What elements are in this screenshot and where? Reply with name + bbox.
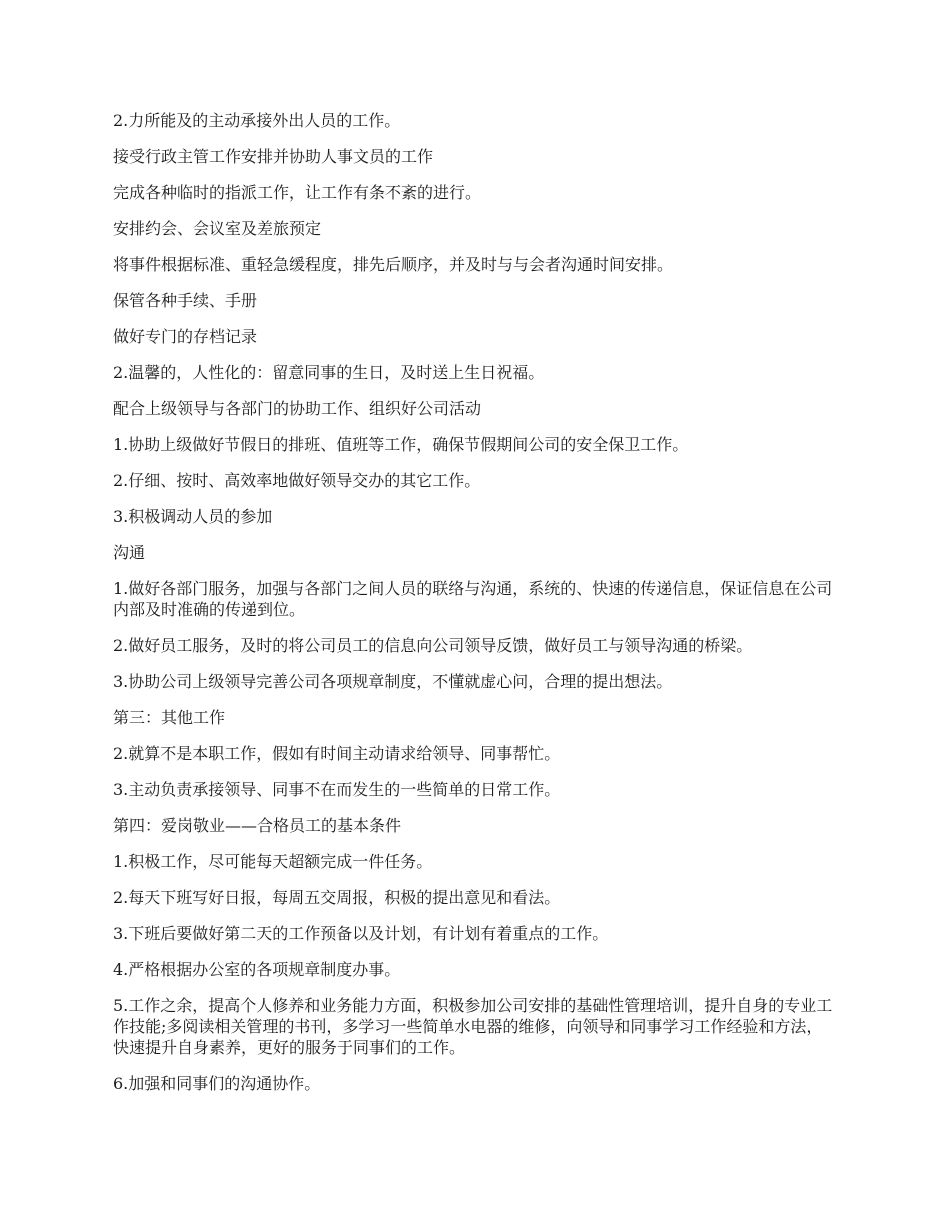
paragraph: 2.温馨的，人性化的：留意同事的生日，及时送上生日祝福。 xyxy=(113,363,545,382)
section-heading: 沟通 xyxy=(113,543,146,562)
paragraph: 2.仔细、按时、高效率地做好领导交办的其它工作。 xyxy=(113,471,481,490)
paragraph: 1.积极工作，尽可能每天超额完成一件任务。 xyxy=(113,852,433,871)
paragraph: 接受行政主管工作安排并协助人事文员的工作 xyxy=(113,147,434,166)
paragraph: 2.力所能及的主动承接外出人员的工作。 xyxy=(113,111,401,130)
paragraph: 1.做好各部门服务，加强与各部门之间人员的联络与沟通，系统的、快速的传递信息，保证信息在公司内部及时准确的传递到位。 xyxy=(113,579,833,619)
document-page xyxy=(113,110,838,1109)
paragraph: 配合上级领导与各部门的协助工作、组织好公司活动 xyxy=(113,399,482,418)
section-heading: 第四：爱岗敬业——合格员工的基本条件 xyxy=(113,816,402,835)
paragraph: 3.主动负责承接领导、同事不在而发生的一些简单的日常工作。 xyxy=(113,780,561,799)
paragraph: 2.做好员工服务，及时的将公司员工的信息向公司领导反馈，做好员工与领导沟通的桥梁。 xyxy=(113,636,753,655)
paragraph: 3.下班后要做好第二天的工作预备以及计划，有计划有着重点的工作。 xyxy=(113,924,609,943)
paragraph: 5.工作之余，提高个人修养和业务能力方面，积极参加公司安排的基础性管理培训，提升自身的专业工作技能;多阅读相关管理的书刊，多学习一些简单水电器的维修，向领导和同事学习工作经验和方法，快速提升自身素养，更好的服务于同事们的工作。 xyxy=(113,996,833,1057)
paragraph: 安排约会、会议室及差旅预定 xyxy=(113,219,322,238)
paragraph: 2.就算不是本职工作，假如有时间主动请求给领导、同事帮忙。 xyxy=(113,744,561,763)
paragraph: 保管各种手续、手册 xyxy=(113,291,258,310)
paragraph: 3.积极调动人员的参加 xyxy=(113,507,273,526)
paragraph: 将事件根据标准、重轻急缓程度，排先后顺序，并及时与与会者沟通时间安排。 xyxy=(113,255,674,274)
paragraph: 3.协助公司上级领导完善公司各项规章制度，不懂就虚心问，合理的提出想法。 xyxy=(113,672,673,691)
paragraph: 1.协助上级做好节假日的排班、值班等工作，确保节假期间公司的安全保卫工作。 xyxy=(113,435,689,454)
paragraph: 6.加强和同事们的沟通协作。 xyxy=(113,1074,321,1093)
paragraph: 做好专门的存档记录 xyxy=(113,327,258,346)
paragraph: 完成各种临时的指派工作，让工作有条不紊的进行。 xyxy=(113,183,482,202)
paragraph: 2.每天下班写好日报，每周五交周报，积极的提出意见和看法。 xyxy=(113,888,561,907)
section-heading: 第三：其他工作 xyxy=(113,708,226,727)
paragraph: 4.严格根据办公室的各项规章制度办事。 xyxy=(113,960,401,979)
